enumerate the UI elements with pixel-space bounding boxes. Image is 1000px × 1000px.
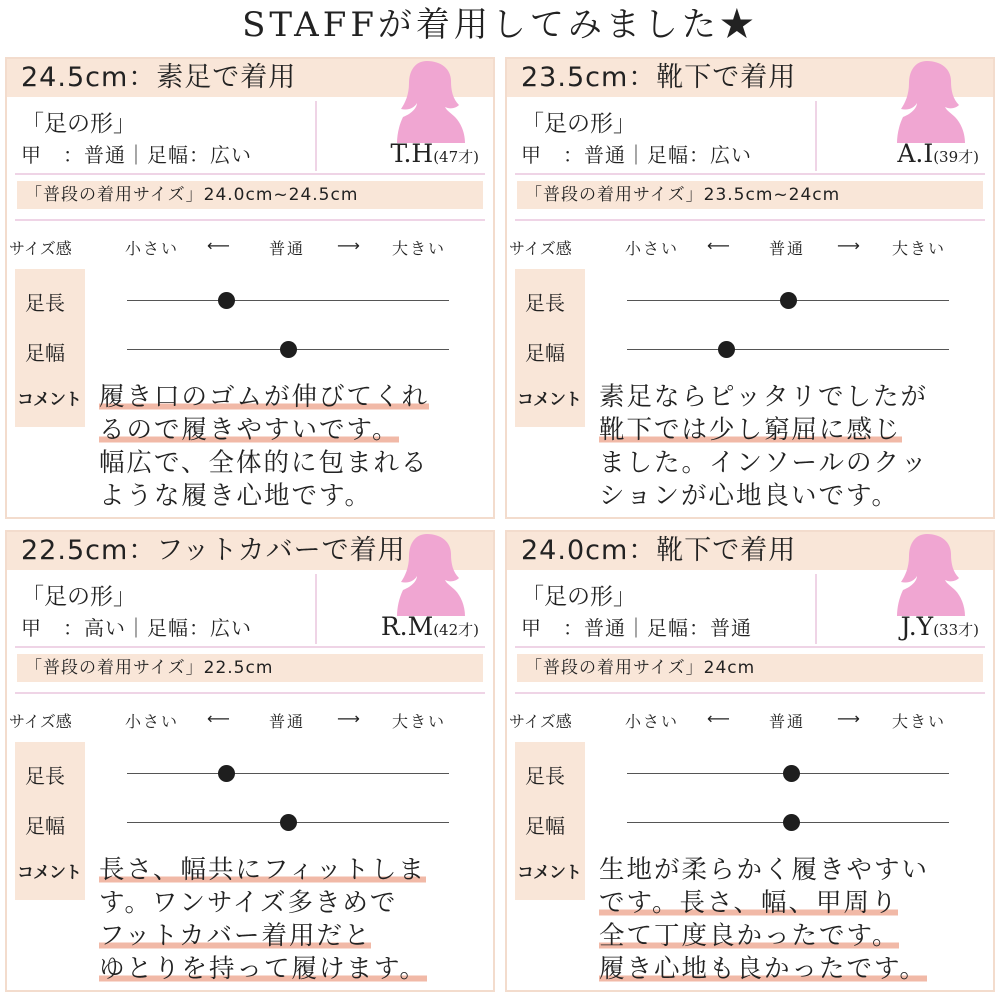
comment-line <box>99 447 491 480</box>
woman-silhouette-icon <box>397 530 465 616</box>
staff-age: (47才) <box>433 148 479 166</box>
staff-name <box>390 139 479 168</box>
comment-line <box>599 887 991 920</box>
scale-small-label: 小さい <box>125 239 180 258</box>
divider <box>15 173 485 175</box>
scale-normal-label: 普通 <box>269 239 306 258</box>
arrow-left-icon: ⟵ <box>207 236 232 255</box>
foot-width-scale <box>627 349 949 350</box>
comment-text <box>99 854 491 986</box>
comment-line <box>99 953 491 986</box>
staff-initials: A.I <box>897 139 934 168</box>
usual-size-value: 23.5cm~24cm <box>703 185 841 205</box>
staff-review-card <box>5 57 495 519</box>
comment-text <box>599 381 991 513</box>
comment-line <box>599 414 991 447</box>
comment-line <box>99 414 491 447</box>
comment-line <box>99 381 491 414</box>
foot-shape-title: 「足の形」 <box>21 111 136 137</box>
comment-line <box>99 854 491 887</box>
staff-name <box>381 612 479 641</box>
comment-line-text: 幅広で、全体的に包まれる <box>99 448 429 478</box>
foot-length-label: 足長 <box>525 291 565 315</box>
staff-age: (42才) <box>433 621 479 639</box>
comment-line-text: ゆとりを持って履けます。 <box>99 954 427 984</box>
foot-width-marker <box>280 814 297 831</box>
comment-line-text: 生地が柔らかく履きやすい <box>599 855 930 885</box>
comment-line-text: ました。インソールのクッ <box>599 448 929 478</box>
comment-line <box>599 381 991 414</box>
comment-label: コメント <box>17 390 81 410</box>
scale-normal-label: 普通 <box>769 239 806 258</box>
foot-shape-box <box>15 574 317 644</box>
comment-line <box>599 953 991 986</box>
comment-line-text: 靴下では少し窮屈に感じ <box>599 415 902 445</box>
comment-line <box>599 447 991 480</box>
foot-length-scale <box>127 300 449 301</box>
usual-size <box>517 654 983 682</box>
arrow-left-icon: ⟵ <box>707 709 732 728</box>
usual-size <box>17 654 483 682</box>
divider <box>515 219 985 221</box>
staff-review-card <box>505 57 995 519</box>
scale-big-label: 大きい <box>392 239 447 258</box>
divider <box>515 692 985 694</box>
usual-size-label: 「普段の着用サイズ」 <box>525 185 704 205</box>
foot-shape-detail: 甲 ：普通｜足幅：広い <box>21 143 252 167</box>
comment-line-text: フットカバー着用だと <box>99 921 372 951</box>
page-title: STAFFが着用してみました★ <box>242 5 758 45</box>
staff-name <box>897 139 979 168</box>
usual-size-value: 22.5cm <box>203 658 274 678</box>
comment-line <box>599 854 991 887</box>
comment-line-text: 長さ、幅共にフィットしま <box>99 855 426 885</box>
divider <box>15 692 485 694</box>
comment-label: コメント <box>517 863 581 883</box>
comment-text <box>99 381 491 513</box>
comment-line-text: です。長さ、幅、甲周り <box>599 888 899 918</box>
divider <box>515 646 985 648</box>
usual-size <box>17 181 483 209</box>
scale-normal-label: 普通 <box>269 712 306 731</box>
size-feel-label: サイズ感 <box>9 239 72 258</box>
staff-age: (39才) <box>933 148 979 166</box>
comment-line-text: ような履き心地です。 <box>99 481 372 511</box>
scale-big-label: 大きい <box>892 712 947 731</box>
foot-width-label: 足幅 <box>25 341 65 365</box>
woman-silhouette-icon <box>397 57 465 143</box>
scale-big-label: 大きい <box>392 712 447 731</box>
foot-shape-detail: 甲 ：高い｜足幅：広い <box>21 616 252 640</box>
usual-size-value: 24.0cm~24.5cm <box>203 185 359 205</box>
comment-line <box>99 480 491 513</box>
arrow-left-icon: ⟵ <box>207 709 232 728</box>
foot-shape-title: 「足の形」 <box>21 584 136 610</box>
card-heading: 22.5cm：フットカバーで着用 <box>21 535 406 566</box>
comment-line <box>99 887 491 920</box>
comment-label: コメント <box>17 863 81 883</box>
scale-big-label: 大きい <box>892 239 947 258</box>
comment-line <box>599 480 991 513</box>
foot-length-marker <box>783 765 800 782</box>
foot-length-marker <box>218 292 235 309</box>
foot-shape-box <box>515 574 817 644</box>
size-feel-label: サイズ感 <box>509 712 572 731</box>
usual-size-value: 24cm <box>703 658 756 678</box>
arrow-right-icon: ⟶ <box>337 709 362 728</box>
scale-normal-label: 普通 <box>769 712 806 731</box>
foot-shape-title: 「足の形」 <box>521 584 636 610</box>
size-feel-label: サイズ感 <box>509 239 572 258</box>
card-heading: 24.0cm：靴下で着用 <box>521 535 797 566</box>
arrow-right-icon: ⟶ <box>837 236 862 255</box>
comment-line-text: ションが心地良いです。 <box>599 481 899 511</box>
staff-review-card <box>505 530 995 992</box>
foot-length-label: 足長 <box>25 764 65 788</box>
usual-size-label: 「普段の着用サイズ」 <box>25 658 204 678</box>
foot-shape-title: 「足の形」 <box>521 111 636 137</box>
foot-shape-box <box>15 101 317 171</box>
foot-length-marker <box>780 292 797 309</box>
comment-line <box>599 920 991 953</box>
foot-width-marker <box>718 341 735 358</box>
comment-label: コメント <box>517 390 581 410</box>
usual-size-label: 「普段の着用サイズ」 <box>25 185 204 205</box>
comment-text <box>599 854 991 986</box>
scale-small-label: 小さい <box>625 239 680 258</box>
staff-name <box>901 612 979 641</box>
woman-silhouette-icon <box>897 57 965 143</box>
divider <box>515 173 985 175</box>
comment-line-text: るので履きやすいです。 <box>99 415 400 445</box>
foot-shape-detail: 甲 ：普通｜足幅：広い <box>521 143 752 167</box>
scale-small-label: 小さい <box>125 712 180 731</box>
comment-line-text: す。ワンサイズ多きめで <box>99 888 398 918</box>
scale-small-label: 小さい <box>625 712 680 731</box>
staff-initials: T.H <box>390 139 434 168</box>
comment-line-text: 素足ならピッタリでしたが <box>599 382 928 412</box>
divider <box>15 219 485 221</box>
foot-width-label: 足幅 <box>525 341 565 365</box>
comment-line-text: 履き口のゴムが伸びてくれ <box>99 382 430 412</box>
card-heading: 24.5cm：素足で着用 <box>21 62 297 93</box>
comment-line-text: 履き心地も良かったです。 <box>599 954 927 984</box>
staff-initials: J.Y <box>900 612 934 641</box>
staff-age: (33才) <box>933 621 979 639</box>
foot-length-label: 足長 <box>525 764 565 788</box>
foot-length-scale <box>127 773 449 774</box>
arrow-left-icon: ⟵ <box>707 236 732 255</box>
arrow-right-icon: ⟶ <box>337 236 362 255</box>
divider <box>15 646 485 648</box>
usual-size <box>517 181 983 209</box>
foot-width-label: 足幅 <box>25 814 65 838</box>
comment-line-text: 全て丁度良かったです。 <box>599 921 900 951</box>
staff-initials: R.M <box>380 612 434 641</box>
foot-length-marker <box>218 765 235 782</box>
woman-silhouette-icon <box>897 530 965 616</box>
comment-line <box>99 920 491 953</box>
foot-width-label: 足幅 <box>525 814 565 838</box>
card-heading: 23.5cm：靴下で着用 <box>521 62 797 93</box>
foot-width-marker <box>783 814 800 831</box>
foot-length-label: 足長 <box>25 291 65 315</box>
foot-shape-box <box>515 101 817 171</box>
foot-shape-detail: 甲 ：普通｜足幅：普通 <box>521 616 752 640</box>
size-feel-label: サイズ感 <box>9 712 72 731</box>
staff-review-card <box>5 530 495 992</box>
usual-size-label: 「普段の着用サイズ」 <box>525 658 704 678</box>
foot-width-marker <box>280 341 297 358</box>
arrow-right-icon: ⟶ <box>837 709 862 728</box>
